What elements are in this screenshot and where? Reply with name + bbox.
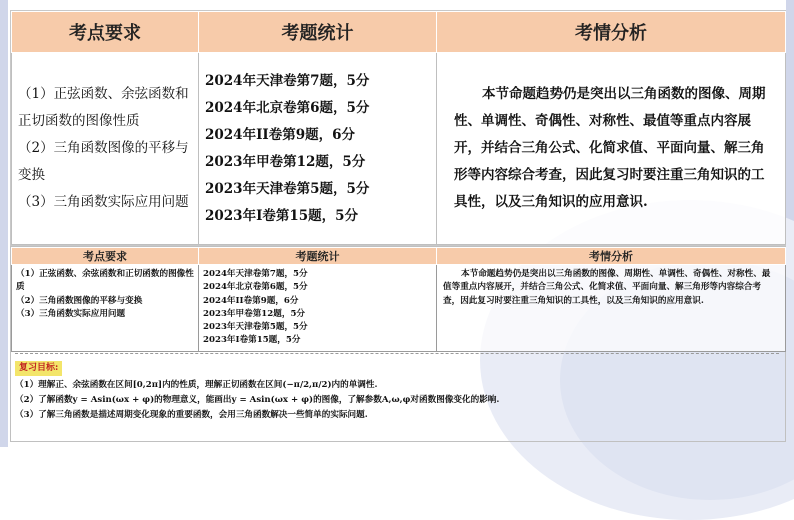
exam-analysis-table bbox=[11, 11, 786, 245]
preview-requirement-item: （3）三角函数实际应用问题 bbox=[16, 308, 126, 319]
preview-statistic-item: 2024年北京卷第6题，5分 bbox=[203, 282, 308, 293]
review-goals bbox=[15, 361, 779, 423]
statistic-item: 2023年I卷第15题，5分 bbox=[205, 207, 359, 224]
statistic-item: 2024年II卷第9题，6分 bbox=[205, 126, 355, 143]
header-analysis: 考情分析 bbox=[437, 12, 786, 53]
analysis-cell bbox=[437, 53, 786, 245]
preview-requirement-item: （2）三角函数图像的平移与变换 bbox=[16, 295, 143, 306]
statistic-item: 2024年天津卷第7题，5分 bbox=[205, 72, 370, 89]
statistic-item: 2023年甲卷第12题，5分 bbox=[205, 153, 366, 170]
preview-header-row bbox=[12, 248, 786, 265]
preview-header-statistics: 考题统计 bbox=[199, 248, 437, 265]
preview-statistic-item: 2023年天津卷第5题，5分 bbox=[203, 322, 308, 333]
preview-header-requirements: 考点要求 bbox=[12, 248, 199, 265]
main-exam-table-panel bbox=[10, 10, 786, 246]
header-requirements: 考点要求 bbox=[12, 12, 199, 53]
preview-requirement-item: （1）正弦函数、余弦函数和正切函数的图像性质 bbox=[16, 269, 194, 293]
goal-item: （1）理解正、余弦函数在区间[0,2π]内的性质，理解正切函数在区间(−π/2,π/2)内的单调性. bbox=[15, 380, 378, 390]
requirement-item: （1）正弦函数、余弦函数和正切函数的图像性质 bbox=[18, 86, 189, 129]
statistic-item: 2024年北京卷第6题，5分 bbox=[205, 99, 370, 116]
preview-analysis-cell: 本节命题趋势仍是突出以三角函数的图像、周期性、单调性、奇偶性、对称性、最值等重点内容展开，并结合三角公式、化简求值、平面向量、解三角形等内容综合考查，因此复习时要注重三角知识的工具性，以及三角知识的应用意识. bbox=[437, 265, 786, 352]
goal-item: （2）了解函数y = Asin(ωx + φ)的物理意义，能画出y = Asin(ωx + φ)的图像，了解参数A,ω,φ对函数图像变化的影响. bbox=[15, 395, 500, 405]
preview-exam-table bbox=[11, 247, 786, 352]
preview-header-analysis: 考情分析 bbox=[437, 248, 786, 265]
section-divider bbox=[15, 353, 779, 354]
preview-statistic-item: 2023年I卷第15题，5分 bbox=[203, 335, 301, 346]
statistic-item: 2023年天津卷第5题，5分 bbox=[205, 180, 370, 197]
statistics-cell bbox=[199, 53, 437, 245]
analysis-text: 本节命题趋势仍是突出以三角函数的图像、周期性、单调性、奇偶性、对称性、最值等重点内容展开，并结合三角公式、化简求值、平面向量、解三角形等内容综合考查，因此复习时要注重三角知识的工具性，以及三角知识的应用意识. bbox=[454, 86, 766, 210]
preview-slide-panel bbox=[10, 246, 786, 442]
table-body-row bbox=[12, 53, 786, 245]
preview-body-row bbox=[12, 265, 786, 352]
requirement-item: （2）三角函数图像的平移与变换 bbox=[18, 140, 189, 183]
requirement-item: （3）三角函数实际应用问题 bbox=[18, 194, 189, 210]
requirements-cell bbox=[12, 53, 199, 245]
preview-requirements-cell bbox=[12, 265, 199, 352]
review-goals-tag: 复习目标: bbox=[15, 361, 62, 376]
preview-statistic-item: 2023年甲卷第12题，5分 bbox=[203, 308, 306, 319]
table-header-row bbox=[12, 12, 786, 53]
preview-statistics-cell bbox=[199, 265, 437, 352]
left-edge-decoration bbox=[0, 0, 8, 447]
header-statistics: 考题统计 bbox=[199, 12, 437, 53]
preview-statistic-item: 2024年II卷第9题，6分 bbox=[203, 295, 299, 306]
goal-item: （3）了解三角函数是描述周期变化现象的重要函数，会用三角函数解决一些简单的实际问题. bbox=[15, 410, 368, 420]
preview-statistic-item: 2024年天津卷第7题，5分 bbox=[203, 269, 308, 279]
